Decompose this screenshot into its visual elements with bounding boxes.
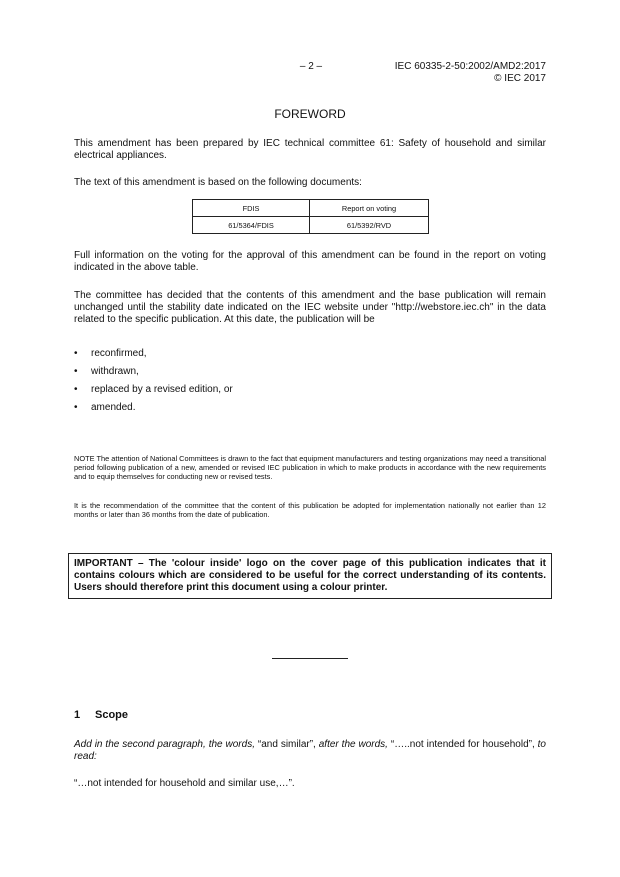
documents-table (192, 199, 429, 234)
recommendation-paragraph: It is the recommendation of the committee that the content of this publication be adopted for implementation nationally not earlier than 12 months or later than 36 months from the date of publication. (74, 501, 546, 519)
paragraph-stability: The committee has decided that the contents of this amendment and the base publication will remain unchanged until the stability date indicated on the IEC website under "http://webstore.iec.ch" in the data related to the specific publication. At this date, the publication will be (74, 290, 546, 325)
table-header-report: Report on voting (310, 200, 429, 217)
list-item: • amended. (74, 402, 136, 413)
table-header-row (193, 200, 429, 217)
bullet-icon: • (74, 384, 78, 395)
important-notice-box: IMPORTANT – The 'colour inside' logo on the cover page of this publication indicates that it contains colours which are considered to be useful for the correct understanding of its contents. Users should therefore print this document using a colour printer. (68, 553, 552, 599)
list-item: • reconfirmed, (74, 348, 147, 359)
bullet-icon: • (74, 348, 78, 359)
page-number: – 2 – (299, 61, 323, 72)
page-title: FOREWORD (274, 107, 346, 121)
amendment-instruction: Add in the second paragraph, the words, “and similar”, after the words, “…..not intended for household”, to read: (74, 739, 546, 762)
list-item: • withdrawn, (74, 366, 139, 377)
replacement-text: “…not intended for household and similar use,…”. (74, 778, 295, 789)
publication-options-list (74, 348, 546, 420)
section-heading-scope (74, 709, 128, 721)
list-item: • replaced by a revised edition, or (74, 384, 233, 395)
paragraph-based-on: The text of this amendment is based on the following documents: (74, 177, 362, 188)
section-divider (272, 658, 348, 659)
table-cell-fdis: 61/5364/FDIS (193, 217, 310, 234)
copyright: © IEC 2017 (494, 73, 546, 84)
table-cell-rvd: 61/5392/RVD (310, 217, 429, 234)
section-number: 1 (74, 709, 81, 721)
paragraph-committee: This amendment has been prepared by IEC technical committee 61: Safety of household and similar electrical appliances. (74, 138, 546, 161)
document-reference (330, 61, 546, 85)
table-row (193, 217, 429, 234)
note-paragraph: NOTE The attention of National Committees is drawn to the fact that equipment manufacturers and testing organizations may need a transitional period following publication of a new, amended or revised IEC publication in which to make products in accordance with the new requirements and to equip themselves for conducting new or revised tests. (74, 454, 546, 481)
table-header-fdis: FDIS (193, 200, 310, 217)
bullet-icon: • (74, 402, 78, 413)
paragraph-voting: Full information on the voting for the approval of this amendment can be found in the report on voting indicated in the above table. (74, 250, 546, 273)
section-title: Scope (95, 709, 129, 721)
document-id: IEC 60335-2-50:2002/AMD2:2017 (394, 61, 546, 72)
bullet-icon: • (74, 366, 78, 377)
